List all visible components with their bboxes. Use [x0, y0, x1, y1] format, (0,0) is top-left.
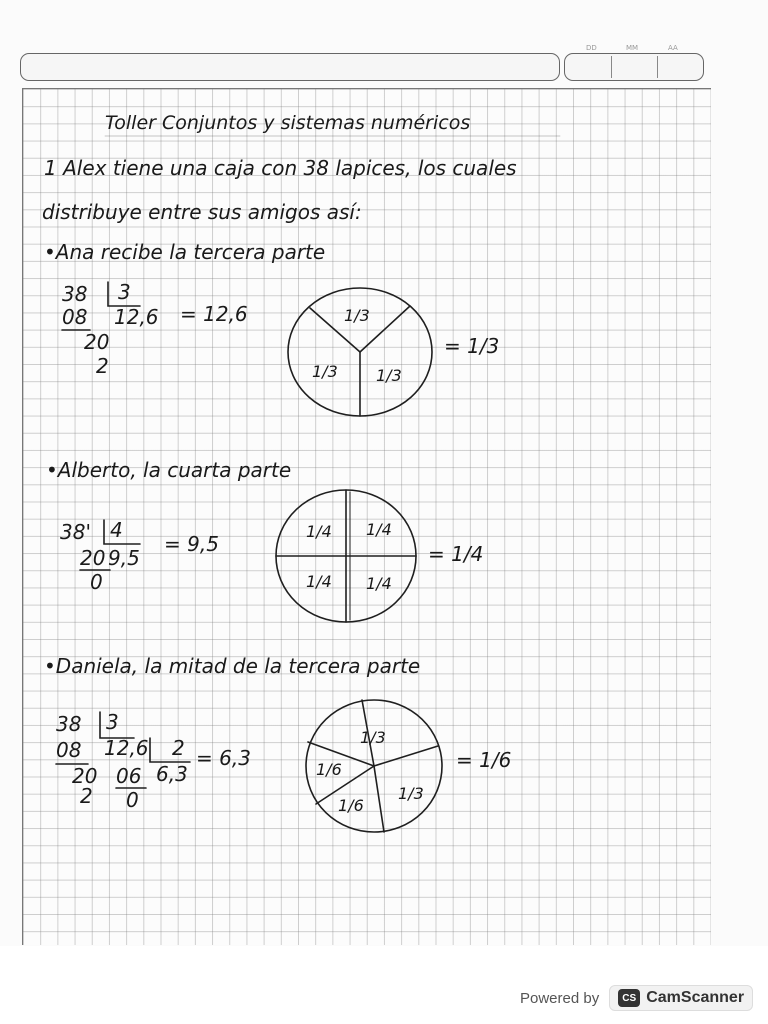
date-label-year: AA — [668, 44, 678, 52]
daniela-div2-quotient: 6,3 — [156, 762, 188, 786]
alberto-heading: •Alberto, la cuarta parte — [46, 458, 292, 482]
ana-pie-label-3: 1/3 — [376, 366, 402, 385]
alberto-pie-label-2: 1/4 — [366, 520, 392, 539]
ana-pie-label-2: 1/3 — [312, 362, 338, 381]
ana-division-bracket — [108, 282, 140, 306]
daniela-dividend: 38 — [56, 712, 82, 736]
alberto-pie-label-3: 1/4 — [306, 572, 332, 591]
powered-by-text: Powered by — [520, 989, 600, 1007]
alberto-remainder: 0 — [90, 570, 103, 594]
alberto-pie-label-4: 1/4 — [366, 574, 392, 593]
daniela-pie-label-4: 1/3 — [398, 784, 424, 803]
daniela-row3: 20 — [72, 764, 98, 788]
alberto-result: = 9,5 — [164, 532, 219, 556]
daniela-pie-label-2: 1/6 — [316, 760, 342, 779]
alberto-pie-label-1: 1/4 — [306, 522, 332, 541]
alberto-divisor: 4 — [110, 518, 123, 542]
ana-pie-label-1: 1/3 — [344, 306, 370, 325]
ana-result: = 12,6 — [180, 302, 248, 326]
alberto-fraction: = 1/4 — [428, 542, 484, 566]
daniela-row2: 08 — [56, 738, 82, 762]
alberto-row2: 20 — [80, 546, 106, 570]
daniela-division-bracket — [100, 712, 134, 738]
daniela-divisor: 3 — [106, 710, 119, 734]
ana-divisor: 3 — [118, 280, 131, 304]
alberto-quotient: 9,5 — [108, 546, 140, 570]
date-label-month: MM — [626, 44, 639, 52]
camscanner-badge — [609, 985, 753, 1011]
alberto-division-bracket — [104, 520, 140, 544]
problem-line-1: 1 Alex tiene una caja con 38 lapices, los cuales — [44, 156, 517, 180]
ana-row2: 08 — [62, 305, 88, 329]
daniela-quotient: 12,6 — [104, 736, 149, 760]
camscanner-logo-icon: CS — [618, 989, 640, 1007]
problem-line-2: distribuye entre sus amigos así: — [42, 200, 362, 224]
page-title: Toller Conjuntos y sistemas numéricos — [105, 112, 471, 134]
camscanner-name: CamScanner — [646, 989, 745, 1006]
daniela-pie-label-3: 1/6 — [338, 796, 364, 815]
daniela-div2-row2: 06 — [116, 764, 142, 788]
ana-row3: 20 — [84, 330, 110, 354]
date-label-day: DD — [586, 44, 597, 52]
alberto-dividend: 38' — [60, 520, 91, 544]
daniela-div2-remainder: 0 — [126, 788, 139, 812]
ana-heading: •Ana recibe la tercera parte — [44, 240, 326, 264]
ana-quotient: 12,6 — [114, 305, 159, 329]
scanner-footer — [520, 984, 753, 1012]
daniela-second-division-bracket — [150, 738, 190, 762]
daniela-fraction: = 1/6 — [456, 748, 512, 772]
daniela-pie-label-1: 1/3 — [360, 728, 386, 747]
ana-remainder: 2 — [96, 354, 109, 378]
daniela-heading: •Daniela, la mitad de la tercera parte — [44, 654, 421, 678]
daniela-result: = 6,3 — [196, 746, 251, 770]
ana-dividend: 38 — [62, 282, 88, 306]
ana-fraction: = 1/3 — [444, 334, 500, 358]
daniela-div2-divisor: 2 — [172, 736, 185, 760]
daniela-remainder: 2 — [80, 784, 93, 808]
